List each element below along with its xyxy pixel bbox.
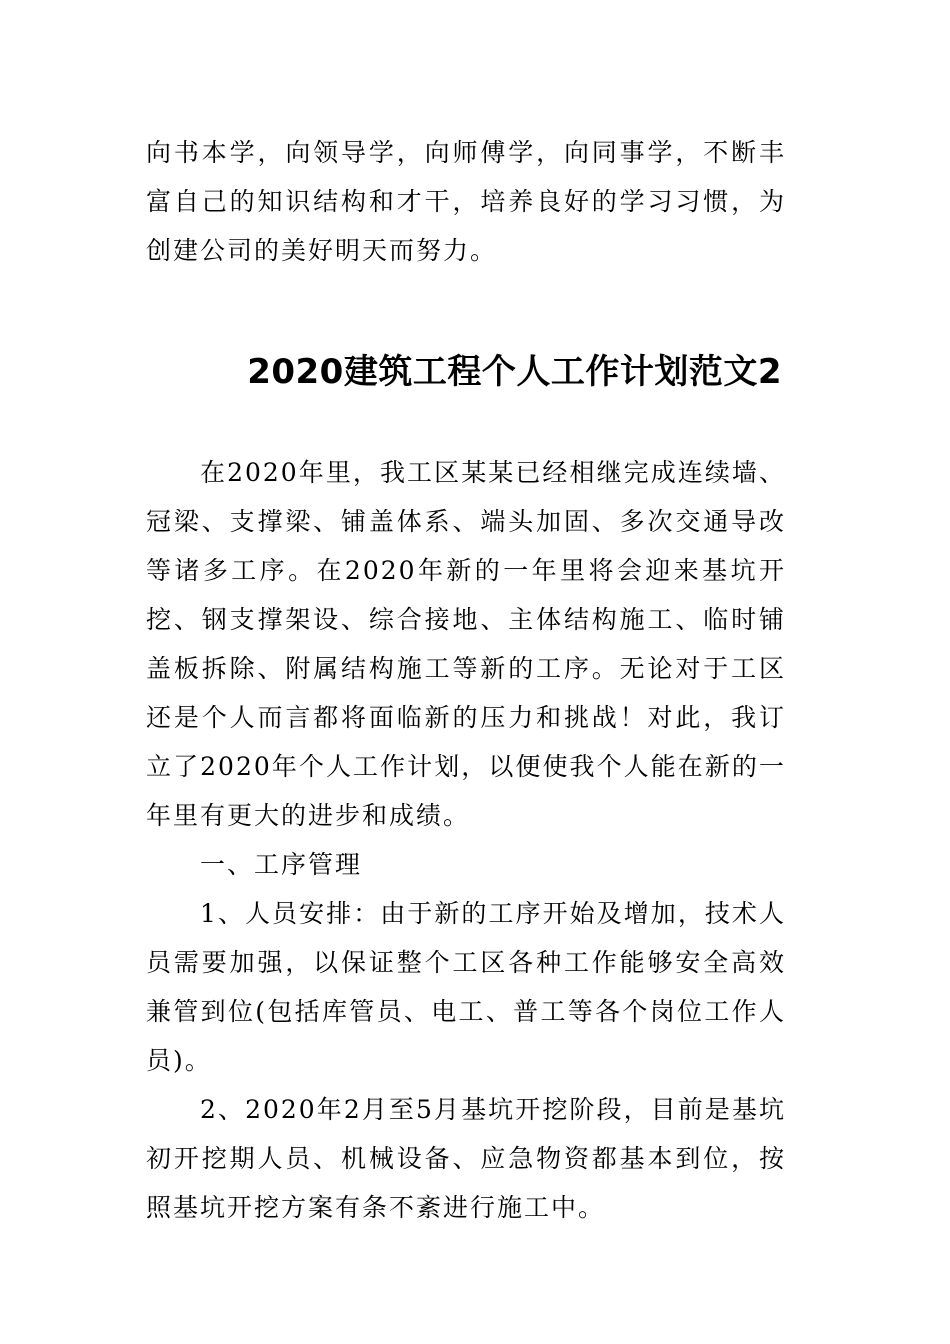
- section-heading-process-management: 一、工序管理: [200, 850, 363, 879]
- continued-paragraph: 向书本学，向领导学，向师傅学，向同事学，不断丰富自己的知识结构和才干，培养良好的学习习惯，为创建公司的美好明天而努力。: [146, 138, 786, 265]
- body-paragraph-excavation: 2、2020年2月至5月基坑开挖阶段，目前是基坑初开挖期人员、机械设备、应急物资都基本到位，按照基坑开挖方案有条不紊进行施工中。: [146, 1095, 786, 1222]
- section-title: 2020建筑工程个人工作计划范文2: [247, 352, 782, 392]
- body-paragraph-intro: 在2020年里，我工区某某已经相继完成连续墙、冠梁、支撑梁、铺盖体系、端头加固、多次交通导改等诸多工序。在2020年新的一年里将会迎来基坑开挖、钢支撑架设、综合接地、主体结构施工、临时铺盖板拆除、附属结构施工等新的工序。无论对于工区还是个人而言都将面临新的压力和挑战！对此，我订立了2020年个人工作计划，以便使我个人能在新的一年里有更大的进步和成绩。: [146, 458, 786, 830]
- body-text: [146, 448, 786, 1232]
- body-paragraph-staffing: 1、人员安排：由于新的工序开始及增加，技术人员需要加强，以保证整个工区各种工作能够安全高效兼管到位(包括库管员、电工、普工等各个岗位工作人员)。: [146, 899, 786, 1075]
